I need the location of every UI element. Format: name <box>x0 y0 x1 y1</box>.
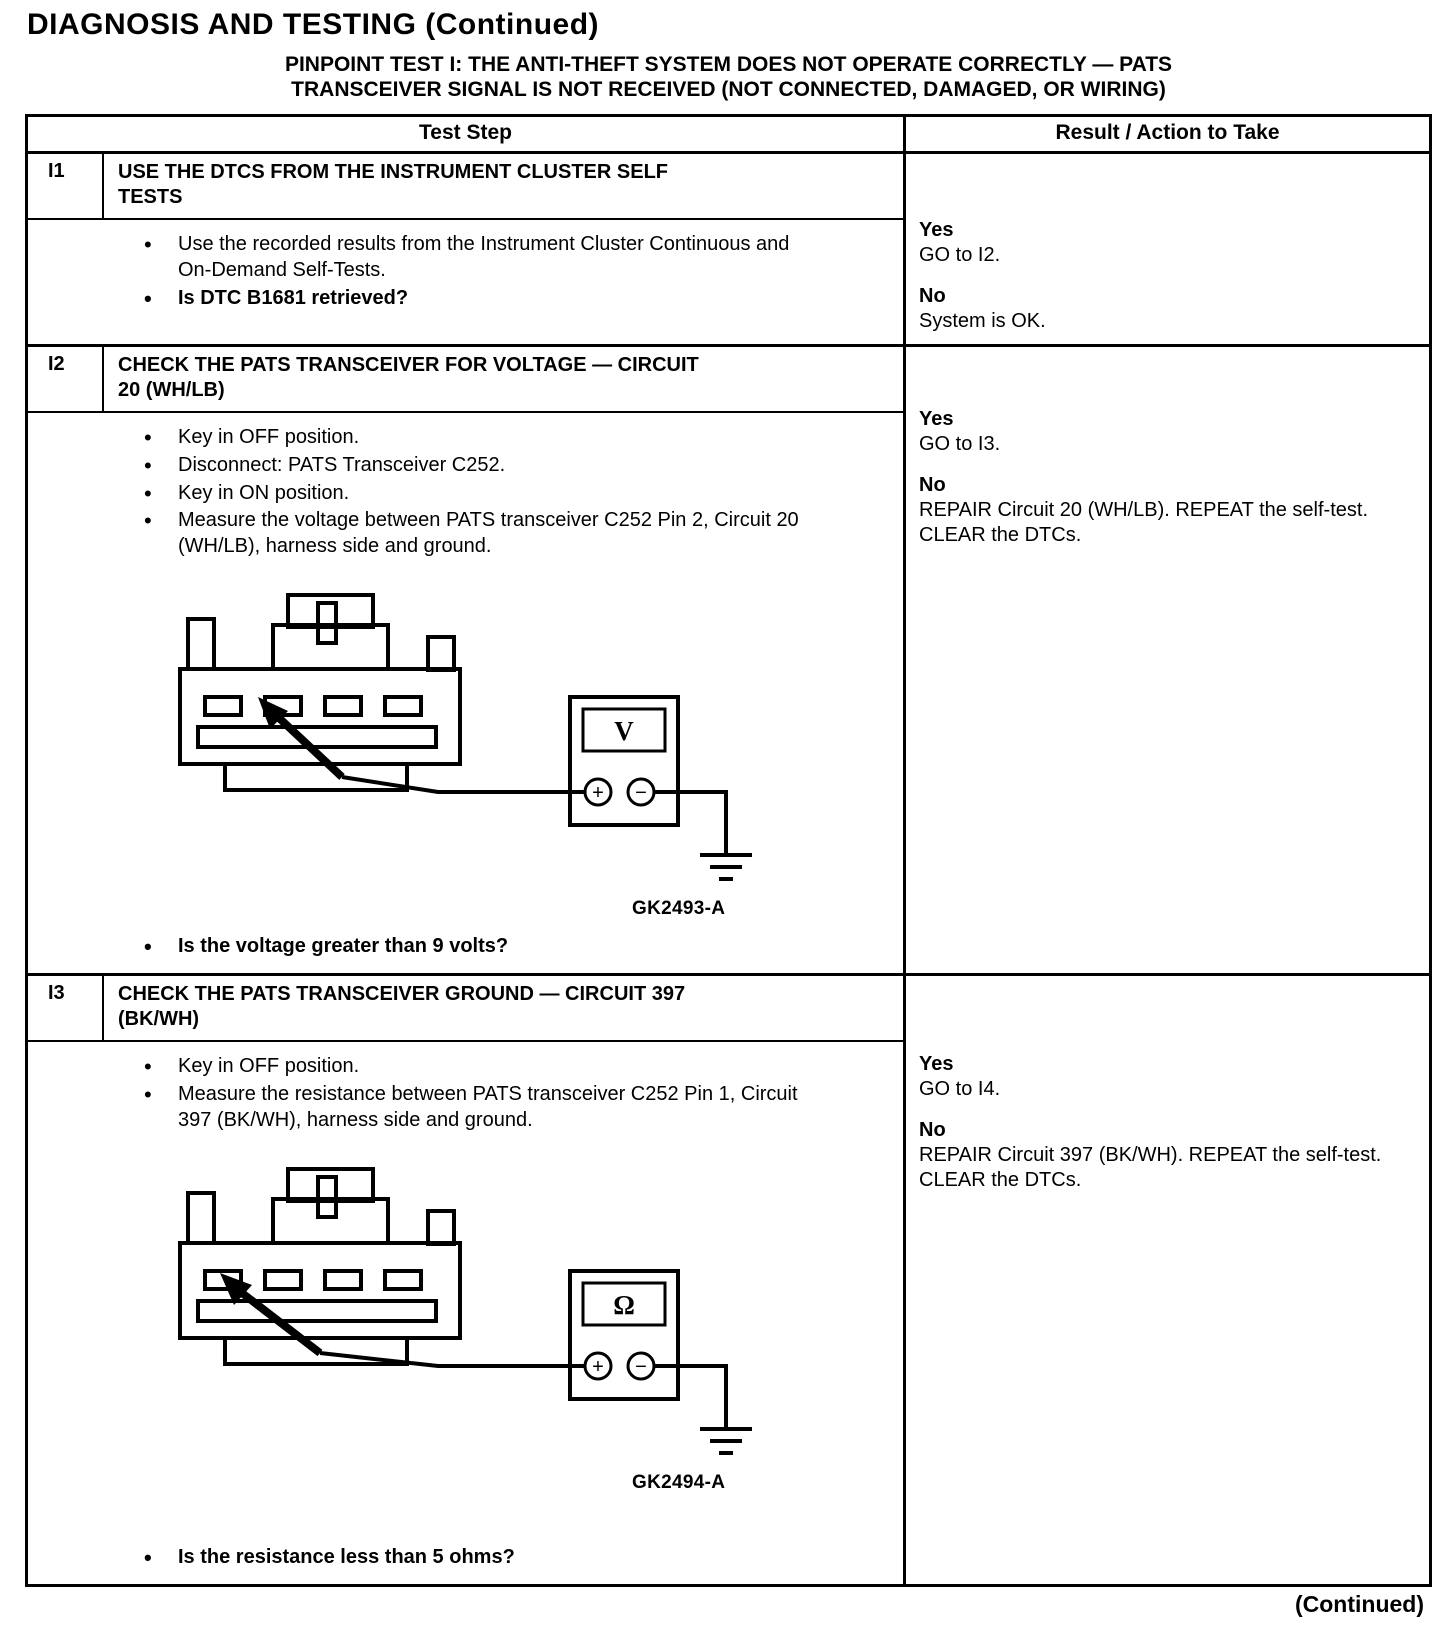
bullet-item: • Key in ON position. <box>178 481 823 507</box>
figure-caption: GK2493-A <box>632 898 726 920</box>
test-probe <box>220 1273 320 1353</box>
step-instructions <box>28 1054 895 1135</box>
result-action: GO to I4. <box>919 1078 1001 1101</box>
test-step-cell <box>28 976 906 1584</box>
step-question-list <box>28 934 895 962</box>
result-action: GO to I3. <box>919 433 1001 456</box>
result-action: System is OK. <box>919 310 1046 333</box>
column-header-test-step: Test Step <box>28 117 906 151</box>
subtitle-line-1: PINPOINT TEST I: THE ANTI-THEFT SYSTEM DOES NOT OPERATE CORRECTLY — PATS <box>284 53 1173 76</box>
step-instructions <box>28 425 895 561</box>
ground-symbol <box>700 1429 752 1453</box>
result-no-block <box>919 473 1415 548</box>
connector-drawing <box>180 1169 460 1364</box>
pinpoint-test-subtitle <box>25 52 1432 102</box>
result-answer: Yes <box>919 408 954 431</box>
result-yes-block <box>919 1052 1415 1102</box>
result-no-block <box>919 284 1415 334</box>
table-row <box>28 344 1429 973</box>
step-title: USE THE DTCS FROM THE INSTRUMENT CLUSTER SELF TESTS <box>118 161 668 209</box>
bullet-item: • Use the recorded results from the Instrument Cluster Continuous and On-Demand Self-Tests. <box>178 232 823 283</box>
step-title-bar <box>28 347 903 413</box>
bullet-item: • Key in OFF position. <box>178 425 823 451</box>
step-title: CHECK THE PATS TRANSCEIVER FOR VOLTAGE — CIRCUIT 20 (WH/LB) <box>118 354 699 402</box>
pinpoint-test-table <box>25 114 1432 1587</box>
ground-symbol <box>700 855 752 879</box>
bullet-item: • Measure the voltage between PATS transceiver C252 Pin 2, Circuit 20 (WH/LB), harness side and ground. <box>178 508 823 559</box>
step-instructions <box>28 232 895 313</box>
minus-terminal-label: − <box>635 1356 647 1379</box>
bullet-item: • Measure the resistance between PATS transceiver C252 Pin 1, Circuit 397 (BK/WH), harness side and ground. <box>178 1082 823 1133</box>
result-no-block <box>919 1118 1415 1193</box>
table-row <box>28 973 1429 1584</box>
step-id: I1 <box>28 154 104 218</box>
resistance-test-diagram <box>170 1161 895 1494</box>
page-title: DIAGNOSIS AND TESTING (Continued) <box>27 8 600 41</box>
subtitle-line-2: TRANSCEIVER SIGNAL IS NOT RECEIVED (NOT CONNECTED, DAMAGED, OR WIRING) <box>291 78 1166 102</box>
result-answer: No <box>919 285 946 308</box>
test-step-cell <box>28 347 906 973</box>
result-answer: No <box>919 474 946 497</box>
step-body <box>28 220 903 344</box>
result-action: REPAIR Circuit 20 (WH/LB). REPEAT the self-test. CLEAR the DTCs. <box>919 499 1369 547</box>
table-header-row <box>28 117 1429 151</box>
step-question: • Is the resistance less than 5 ohms? <box>178 1545 823 1571</box>
plus-terminal-label: + <box>592 782 604 805</box>
step-question: • Is the voltage greater than 9 volts? <box>178 934 823 960</box>
result-answer: Yes <box>919 1053 954 1076</box>
result-action-cell <box>906 154 1429 344</box>
step-title: CHECK THE PATS TRANSCEIVER GROUND — CIRCUIT 397 (BK/WH) <box>118 983 686 1031</box>
column-header-result-action: Result / Action to Take <box>1055 121 1280 145</box>
test-step-cell <box>28 154 906 344</box>
minus-terminal-label: − <box>635 782 647 805</box>
meter-symbol: V <box>614 716 634 747</box>
step-body <box>28 1042 903 1584</box>
step-question: • Is DTC B1681 retrieved? <box>178 286 823 312</box>
meter-symbol: Ω <box>613 1290 635 1321</box>
step-title-bar <box>28 976 903 1042</box>
voltage-test-diagram <box>170 587 895 920</box>
step-body <box>28 413 903 973</box>
result-answer: No <box>919 1119 946 1142</box>
step-title-bar <box>28 154 903 220</box>
result-answer: Yes <box>919 219 954 242</box>
result-yes-block <box>919 218 1415 268</box>
continued-footer: (Continued) <box>1294 1591 1424 1618</box>
result-action-cell <box>906 976 1429 1584</box>
bullet-item: • Disconnect: PATS Transceiver C252. <box>178 453 823 479</box>
result-action: REPAIR Circuit 397 (BK/WH). REPEAT the self-test. CLEAR the DTCs. <box>919 1144 1382 1192</box>
step-question-list <box>28 1545 895 1573</box>
step-id: I3 <box>28 976 104 1040</box>
figure-caption: GK2494-A <box>632 1472 726 1494</box>
result-action: GO to I2. <box>919 244 1001 267</box>
result-action-cell <box>906 347 1429 973</box>
bullet-item: • Key in OFF position. <box>178 1054 823 1080</box>
step-id: I2 <box>28 347 104 411</box>
result-yes-block <box>919 407 1415 457</box>
plus-terminal-label: + <box>592 1356 604 1379</box>
table-row <box>28 151 1429 344</box>
